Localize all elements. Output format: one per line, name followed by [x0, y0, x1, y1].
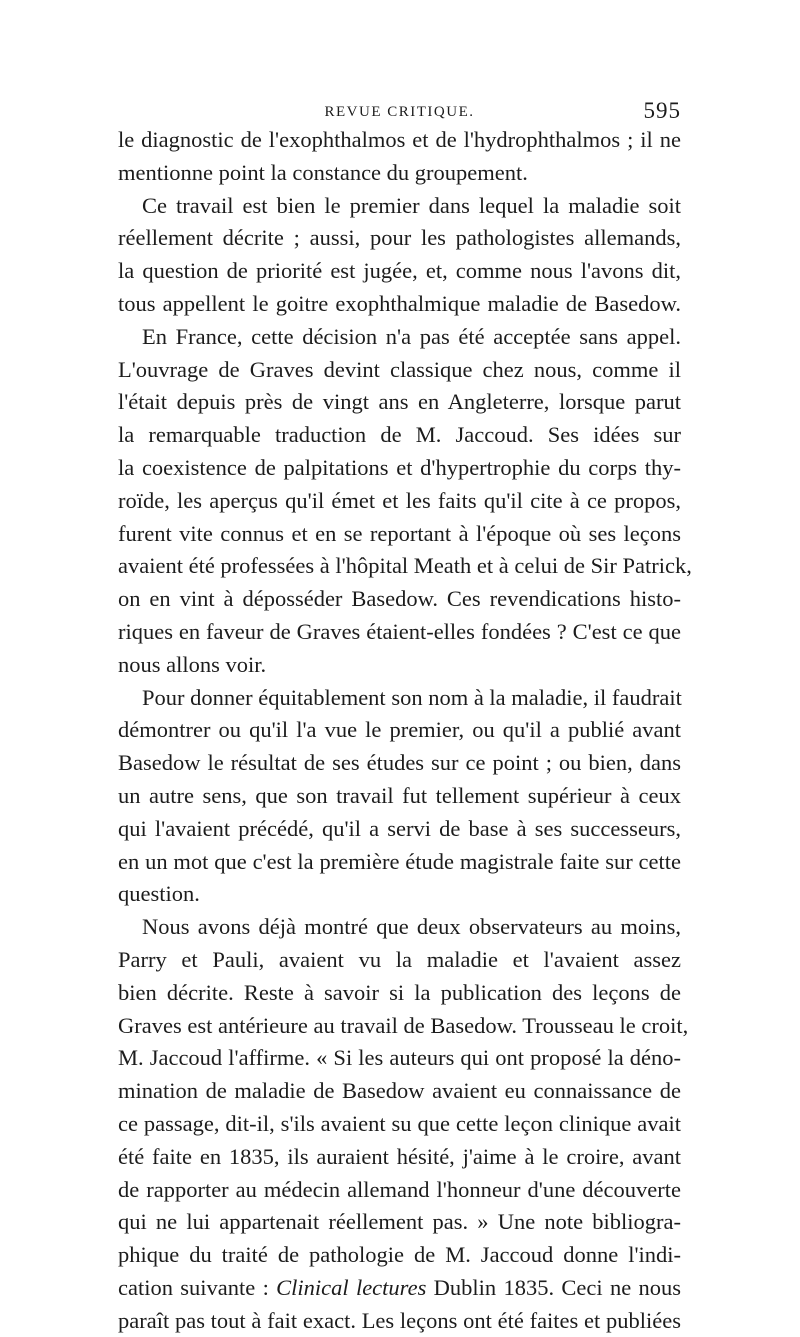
- text-line: Basedow le résultat de ses études sur ce point ; ou bien, dans: [118, 750, 681, 776]
- italic-title: Clinical lectures: [276, 1274, 427, 1300]
- text-line: la question de priorité est jugée, et, comme nous l'avons dit,: [118, 258, 681, 284]
- text-line: bien décrite. Reste à savoir si la publication des leçons de: [118, 979, 681, 1005]
- text-line: nous allons voir.: [118, 651, 267, 677]
- text-line: M. Jaccoud l'affirme. « Si les auteurs qui ont proposé la déno-: [118, 1045, 681, 1071]
- text-fragment: cation suivante :: [118, 1274, 277, 1300]
- text-line: la coexistence de palpitations et d'hypertrophie du corps thy-: [118, 454, 681, 480]
- text-line: réellement décrite ; aussi, pour les pathologistes allemands,: [118, 225, 681, 251]
- text-line: de rapporter au médecin allemand l'honneur d'une découverte: [118, 1176, 681, 1202]
- text-line: été faite en 1835, ils auraient hésité, j'aime à le croire, avant: [118, 1143, 681, 1169]
- text-line: ce passage, dit-il, s'ils avaient su que cette leçon clinique avait: [118, 1110, 681, 1136]
- text-line: un autre sens, que son travail fut tellement supérieur à ceux: [118, 782, 681, 808]
- text-line: question.: [118, 881, 200, 907]
- text-line: le diagnostic de l'exophthalmos et de l'hydrophthalmos ; il ne: [118, 127, 681, 152]
- text-line: phique du traité de pathologie de M. Jaccoud donne l'indi-: [118, 1242, 681, 1268]
- text-line: Parry et Pauli, avaient vu la maladie et l'avaient assez: [118, 946, 681, 972]
- text-line: [118, 1272, 681, 1305]
- text-line: mentionne point la constance du groupement.: [118, 159, 528, 185]
- text-line: l'était depuis près de vingt ans en Angleterre, lorsque parut: [118, 389, 681, 415]
- text-line: Graves est antérieure au travail de Basedow. Trousseau le croit,: [118, 1012, 689, 1038]
- text-line: roïde, les aperçus qu'il émet et les faits qu'il cite à ce propos,: [118, 487, 681, 513]
- text-line: démontrer ou qu'il l'a vue le premier, ou qu'il a publié avant: [118, 717, 681, 743]
- text-line: qui ne lui appartenait réellement pas. » Une note bibliogra-: [118, 1209, 681, 1235]
- text-line: en un mot que c'est la première étude magistrale faite sur cette: [118, 848, 681, 874]
- text-line: mination de maladie de Basedow avaient eu connaissance de: [118, 1078, 681, 1104]
- text-line: tous appellent le goitre exophthalmique maladie de Basedow.: [118, 290, 681, 316]
- text-line: paraît pas tout à fait exact. Les leçons ont été faites et publiées: [118, 1307, 681, 1333]
- text-line: riques en faveur de Graves étaient-elles fondées ? C'est ce que: [118, 618, 681, 644]
- text-line: Nous avons déjà montré que deux observateurs au moins,: [142, 914, 681, 940]
- body-text: [118, 124, 692, 1337]
- text-line: qui l'avaient précédé, qu'il a servi de base à ses successeurs,: [118, 815, 681, 841]
- text-fragment: Dublin 1835. Ceci ne nous: [426, 1274, 681, 1300]
- text-line: furent vite connus et en se reportant à l'époque où ses leçons: [118, 520, 681, 546]
- text-line: Ce travail est bien le premier dans lequel la maladie soit: [142, 192, 681, 218]
- text-line: Pour donner équitablement son nom à la maladie, il faudrait: [142, 684, 682, 710]
- running-title: REVUE CRITIQUE.: [324, 104, 475, 120]
- text-line: la remarquable traduction de M. Jaccoud. Ses idées sur: [118, 422, 681, 448]
- text-line: L'ouvrage de Graves devint classique chez nous, comme il: [118, 356, 681, 382]
- page-number: 595: [643, 98, 681, 123]
- text-line: avaient été professées à l'hôpital Meath et à celui de Sir Patrick,: [118, 553, 692, 579]
- text-line: on en vint à déposséder Basedow. Ces revendications histo-: [118, 586, 681, 612]
- text-line: En France, cette décision n'a pas été acceptée sans appel.: [142, 323, 681, 349]
